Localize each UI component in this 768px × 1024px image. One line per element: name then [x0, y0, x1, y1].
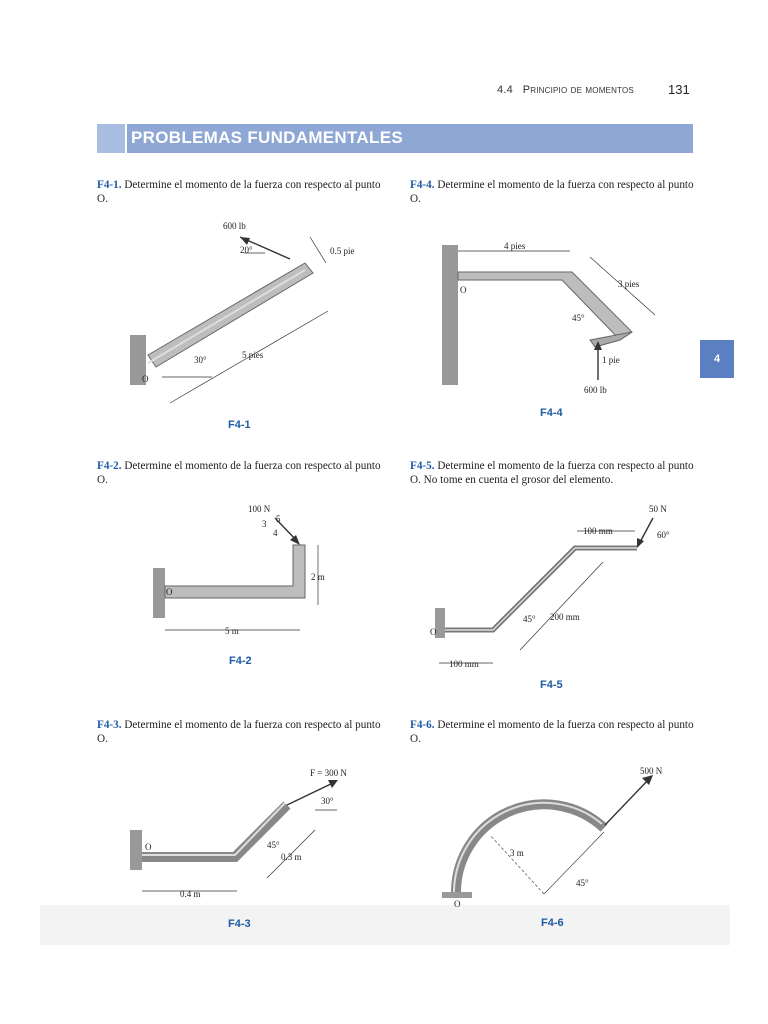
point-label: O [460, 285, 467, 295]
point-label: O [142, 374, 149, 384]
wall-support [130, 830, 142, 870]
figure-f4-1 [120, 215, 380, 415]
force-label: 500 N [640, 766, 663, 776]
wall-support [435, 608, 445, 638]
force-arrowhead [637, 538, 644, 548]
height-label: 2 m [311, 572, 325, 582]
force-label: 100 N [248, 504, 271, 514]
offset-dim [310, 237, 326, 263]
caption-f4-1: F4-1 [228, 419, 251, 431]
angle-label: 20° [240, 245, 253, 255]
pin-support [442, 892, 472, 898]
problem-text: Determine el momento de la fuerza con respecto al punto O. [410, 719, 694, 745]
length-label: 0.4 m [180, 889, 201, 899]
slope-b: 5 [276, 514, 281, 524]
caption-f4-6: F4-6 [541, 917, 564, 929]
diag-dim [520, 562, 603, 650]
force-arrowhead [642, 775, 653, 785]
top-label: 100 mm [583, 526, 613, 536]
point-label: O [166, 587, 173, 597]
bracket [165, 545, 305, 598]
force-label: 600 lb [223, 221, 246, 231]
problem-text: Determine el momento de la fuerza con respecto al punto O. No tome en cuenta el grosor del elemento. [410, 460, 694, 486]
angle-top-label: 30° [321, 796, 334, 806]
problem-text: Determine el momento de la fuerza con respecto al punto O. [410, 179, 694, 205]
force-label: F = 300 N [310, 768, 347, 778]
problem-text: Determine el momento de la fuerza con respecto al punto O. [97, 179, 381, 205]
radius-label: 3 m [510, 848, 524, 858]
page-shadow [40, 905, 730, 945]
problem-id: F4-3. [97, 719, 122, 731]
bracket [458, 272, 632, 340]
angle-mid-label: 45° [267, 840, 280, 850]
figure-f4-6 [430, 760, 680, 910]
top-label: 4 pies [504, 241, 526, 251]
page-number: 131 [668, 82, 690, 97]
foot-label: 1 pie [602, 355, 620, 365]
figure-f4-3 [125, 760, 365, 905]
angle-label: 45° [576, 878, 589, 888]
force-arrowhead [290, 535, 300, 545]
problem-f4-3 [97, 718, 382, 746]
problem-id: F4-4. [410, 179, 435, 191]
beam-highlight [148, 270, 305, 363]
running-head [497, 84, 634, 96]
point-label: O [454, 899, 461, 909]
angle-top-label: 60° [657, 530, 670, 540]
caption-f4-3: F4-3 [228, 918, 251, 930]
problem-f4-5 [410, 459, 695, 487]
offset-label: 0.5 pie [330, 246, 355, 256]
figure-f4-4 [440, 235, 670, 405]
point-label: O [430, 627, 437, 637]
seg-label: 0.3 m [281, 852, 302, 862]
angle-line [544, 832, 604, 894]
diag-label: 3 pies [618, 279, 640, 289]
angle-label: 45° [523, 614, 536, 624]
section-number: 4.4 [497, 84, 513, 96]
figure-f4-5 [425, 500, 695, 675]
bottom-label: 100 mm [449, 659, 479, 669]
wall-support [153, 568, 165, 618]
chapter-tab[interactable]: 4 [700, 340, 734, 378]
length-label: 5 pies [242, 350, 264, 360]
problem-f4-1 [97, 178, 382, 206]
problem-text: Determine el momento de la fuerza con respecto al punto O. [97, 460, 381, 486]
radius-line [490, 835, 544, 894]
slope-a: 3 [262, 519, 267, 529]
problem-f4-2 [97, 459, 382, 487]
force-label: 600 lb [584, 385, 607, 395]
rod-highlight [445, 548, 637, 630]
point-label: O [145, 842, 152, 852]
caption-f4-2: F4-2 [229, 655, 252, 667]
section-banner [97, 124, 693, 153]
problem-id: F4-1. [97, 179, 122, 191]
pipe [142, 805, 287, 857]
caption-f4-4: F4-4 [540, 407, 563, 419]
figure-f4-2 [150, 500, 340, 645]
slope-c: 4 [273, 528, 278, 538]
banner-tab [97, 124, 127, 153]
caption-f4-5: F4-5 [540, 679, 563, 691]
problem-text: Determine el momento de la fuerza con respecto al punto O. [97, 719, 381, 745]
length-label: 5 m [225, 626, 239, 636]
force-label: 50 N [649, 504, 667, 514]
problem-id: F4-6. [410, 719, 435, 731]
base-angle-label: 30° [194, 355, 207, 365]
problem-id: F4-5. [410, 460, 435, 472]
wall-support [442, 245, 458, 385]
foot [590, 332, 632, 347]
problem-f4-4 [410, 178, 695, 206]
force-arrowhead [240, 237, 250, 245]
rod [445, 548, 637, 630]
section-title: Principio de momentos [522, 84, 634, 96]
diag-label: 200 mm [550, 612, 580, 622]
force-arrow [605, 778, 650, 825]
problem-f4-6 [410, 718, 695, 746]
banner-title: PROBLEMAS FUNDAMENTALES [131, 128, 403, 147]
problem-id: F4-2. [97, 460, 122, 472]
angle-label: 45° [572, 313, 585, 323]
